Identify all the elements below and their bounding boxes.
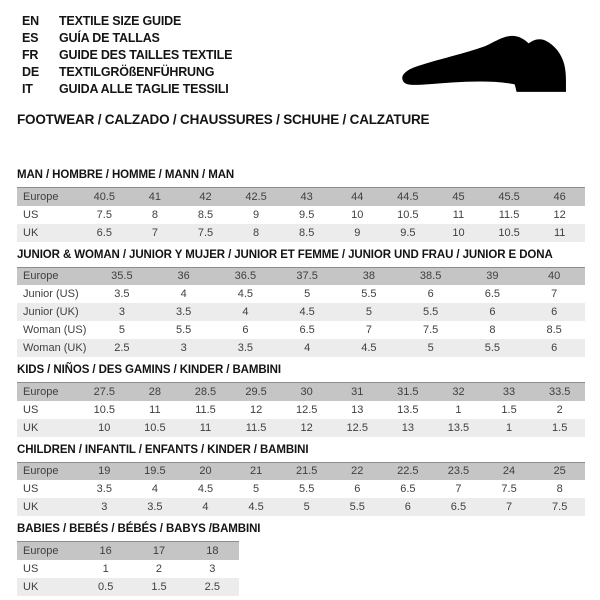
size-cell: 11.5 [245,421,267,434]
size-section-junior [17,249,585,358]
size-cell: 9 [354,226,361,239]
size-cell: 8 [489,324,496,336]
size-cell: 11.5 [195,403,216,416]
size-cell: 38 [362,270,375,283]
size-cell: 9 [253,208,260,221]
section-title-children: CHILDREN / INFANTIL / ENFANTS / KINDER / BAMBINI [17,443,309,456]
size-cell: 28 [148,385,162,398]
size-cell: 10 [351,208,364,221]
size-cell: 22 [351,465,364,478]
size-cell: 12 [300,421,313,434]
size-cell: 31.5 [397,385,419,398]
size-cell: 24 [502,465,516,478]
size-cell: 45.5 [498,190,520,203]
size-cell: 5.5 [484,342,501,354]
size-cell: 32 [452,385,465,398]
size-cell: 17 [152,544,166,557]
language-code: IT [22,82,33,96]
size-cell: 3 [180,342,187,354]
size-cell: 40 [548,270,561,283]
size-cell: 12.5 [346,421,368,434]
language-code: FR [22,48,39,62]
row-label: Junior (UK) [23,306,79,318]
size-cell: 6 [489,306,496,318]
table-row [17,285,585,303]
row-label: Europe [23,190,59,203]
table-row [17,224,585,242]
row-label: Woman (US) [23,324,87,336]
size-cell: 7 [365,324,372,336]
language-label: TEXTILE SIZE GUIDE [59,14,182,28]
size-cell: 12 [553,208,566,221]
table-row [17,339,585,357]
size-cell: 8.5 [299,226,315,239]
size-cell: 20 [199,465,212,478]
table-row [17,542,239,560]
size-cell: 6 [404,501,411,513]
row-label: Europe [23,544,59,557]
size-cell: 19 [98,465,111,478]
size-cell: 2.5 [114,342,130,354]
size-cell: 10.5 [498,226,520,239]
table-row [17,267,585,285]
size-cell: 7 [151,226,158,239]
row-label: Woman (UK) [23,342,87,354]
row-label: Europe [23,270,59,283]
language-label: GUIDA ALLE TAGLIE TESSILI [59,82,229,96]
language-row [22,81,232,98]
table-row [17,480,585,498]
size-cell: 4 [151,483,158,495]
size-tables [17,169,585,600]
size-cell: 8 [253,226,260,239]
size-cell: 10 [98,421,111,434]
size-cell: 25 [553,465,566,478]
row-label: US [23,562,39,575]
size-cell: 5.5 [361,288,377,300]
size-cell: 44 [351,190,364,203]
size-cell: 3 [209,562,216,575]
size-cell: 36.5 [234,270,257,283]
size-cell: 7 [455,483,462,495]
size-cell: 5.5 [422,306,439,318]
size-cell: 13.5 [397,403,419,416]
table-row [17,498,585,516]
size-cell: 31 [351,385,364,398]
size-cell: 2 [556,403,563,416]
size-cell: 3.5 [96,483,112,495]
size-cell: 40.5 [93,190,115,203]
size-table-children [17,462,585,517]
size-section-man [17,169,585,242]
size-cell: 5.5 [175,324,192,336]
size-cell: 42 [199,190,212,203]
row-label: Europe [23,465,59,478]
size-section-babies [17,523,585,596]
size-cell: 7.5 [422,324,439,336]
size-cell: 6 [427,288,434,300]
size-cell: 8 [556,483,563,495]
size-cell: 18 [206,544,219,557]
table-row [17,321,585,339]
size-cell: 6.5 [299,324,315,336]
size-cell: 35.5 [111,270,133,283]
size-cell: 8.5 [546,324,562,336]
size-cell: 3.5 [114,288,130,300]
size-cell: 2 [155,562,163,575]
table-row [17,303,585,321]
size-cell: 6.5 [400,483,416,495]
table-row [17,383,585,401]
section-title-man: MAN / HOMBRE / HOMME / MANN / MAN [17,169,235,181]
size-cell: 7 [551,288,558,300]
size-cell: 1.5 [552,421,568,434]
size-cell: 3 [118,306,125,318]
table-row [17,560,239,578]
size-cell: 5 [427,342,434,354]
size-cell: 21 [249,465,263,478]
size-table-man [17,187,585,242]
language-row [22,30,232,47]
size-table-kids [17,382,585,437]
size-cell: 33 [502,385,516,398]
size-cell: 4.5 [237,288,254,300]
language-row [22,64,232,81]
size-cell: 3.5 [147,501,163,513]
size-cell: 4 [304,342,311,354]
size-cell: 2.5 [204,580,220,593]
row-label: US [23,208,39,221]
table-row [17,188,585,206]
size-cell: 1 [505,421,513,434]
size-cell: 4.5 [197,483,214,495]
size-cell: 10 [452,226,465,239]
language-row [22,47,232,64]
size-cell: 1.5 [151,580,167,593]
size-cell: 11 [553,226,566,239]
size-cell: 22.5 [397,465,419,478]
size-cell: 16 [99,544,112,557]
size-cell: 3.5 [237,342,254,354]
size-cell: 5.5 [299,483,315,495]
size-section-children [17,444,585,517]
size-cell: 19.5 [144,465,166,478]
size-cell: 10.5 [144,421,166,434]
table-row [17,462,585,480]
size-cell: 5 [118,324,125,336]
table-row [17,401,585,419]
dress-shoe-icon [393,22,588,104]
table-row [17,578,239,596]
size-cell: 41 [148,190,162,203]
size-cell: 3.5 [175,306,192,318]
section-title-kids: KIDS / NIÑOS / DES GAMINS / KINDER / BAMBINI [17,364,281,376]
row-label: UK [23,226,39,239]
size-cell: 1.5 [501,403,517,416]
size-cell: 4.5 [299,306,315,318]
size-cell: 44.5 [397,190,419,203]
size-cell: 7.5 [552,501,568,513]
table-row [17,419,585,437]
size-cell: 9.5 [299,208,315,221]
row-label: Junior (US) [23,288,79,300]
size-cell: 11 [452,208,465,221]
section-title-babies: BABIES / BEBÉS / BÉBÉS / BABYS /BAMBINI [17,523,261,535]
language-code: EN [22,14,39,28]
size-cell: 6 [242,324,249,336]
size-table-babies [17,541,239,596]
size-cell: 12 [249,403,263,416]
size-cell: 28.5 [194,385,217,398]
size-cell: 6.5 [450,501,467,513]
language-label: TEXTILGRÖßENFÜHRUNG [59,65,215,79]
size-cell: 5 [253,483,260,495]
size-table-junior [17,267,585,358]
size-cell: 6 [354,483,361,495]
size-cell: 5 [303,501,310,513]
size-cell: 5 [365,306,372,318]
size-cell: 27.5 [93,385,115,398]
size-cell: 13 [401,421,414,434]
size-cell: 5.5 [349,501,365,513]
size-cell: 8 [151,208,158,221]
size-cell: 13 [351,403,364,416]
size-cell: 4.5 [361,342,377,354]
language-title-list [22,13,232,98]
section-title-junior: JUNIOR & WOMAN / JUNIOR Y MUJER / JUNIOR ET FEMME / JUNIOR UND FRAU / JUNIOR E DONA [17,248,553,261]
size-cell: 1 [455,403,462,416]
size-cell: 7.5 [501,483,517,495]
size-cell: 29.5 [245,385,267,398]
language-label: GUIDE DES TAILLES TEXTILE [59,48,233,62]
size-cell: 3 [101,501,108,513]
size-cell: 1 [102,562,109,575]
size-cell: 6.5 [96,226,112,239]
size-cell: 11 [149,403,161,416]
size-cell: 30 [300,385,313,398]
size-cell: 0.5 [98,580,114,593]
size-cell: 4 [180,288,187,300]
size-cell: 11 [199,421,212,434]
size-cell: 39 [486,270,499,283]
row-label: US [23,403,39,416]
size-cell: 6 [551,306,558,318]
size-cell: 38.5 [419,270,442,283]
size-cell: 8.5 [197,208,214,221]
size-cell: 11.5 [498,208,520,221]
size-cell: 13.5 [447,421,470,434]
row-label: UK [23,580,39,593]
size-cell: 6.5 [484,288,501,300]
size-section-kids [17,364,585,437]
size-cell: 4 [202,501,209,513]
size-cell: 4 [242,306,249,318]
size-cell: 37.5 [296,270,318,283]
size-cell: 5 [304,288,311,300]
size-cell: 23.5 [447,465,470,478]
language-row [22,13,232,30]
row-label: UK [23,421,39,434]
language-code: DE [22,65,39,79]
category-heading: FOOTWEAR / CALZADO / CHAUSSURES / SCHUHE / CALZATURE [17,112,430,127]
size-cell: 10.5 [93,403,115,416]
size-cell: 7.5 [197,226,214,239]
size-cell: 43 [300,190,313,203]
size-cell: 4.5 [248,501,264,513]
size-cell: 6 [551,342,558,354]
size-cell: 21.5 [295,465,318,478]
size-cell: 10.5 [397,208,419,221]
size-cell: 7 [505,501,513,513]
size-cell: 12.5 [295,403,318,416]
language-label: GUÍA DE TALLAS [59,31,160,45]
size-cell: 46 [553,190,566,203]
language-code: ES [22,31,39,45]
size-cell: 9.5 [400,226,416,239]
table-row [17,206,585,224]
size-cell: 36 [177,270,190,283]
size-cell: 33.5 [548,385,571,398]
size-cell: 42.5 [245,190,267,203]
row-label: US [23,483,39,495]
row-label: UK [23,501,39,513]
row-label: Europe [23,385,59,398]
dress-shoe-silhouette [402,36,566,92]
size-cell: 7.5 [96,208,112,221]
size-cell: 45 [452,190,465,203]
